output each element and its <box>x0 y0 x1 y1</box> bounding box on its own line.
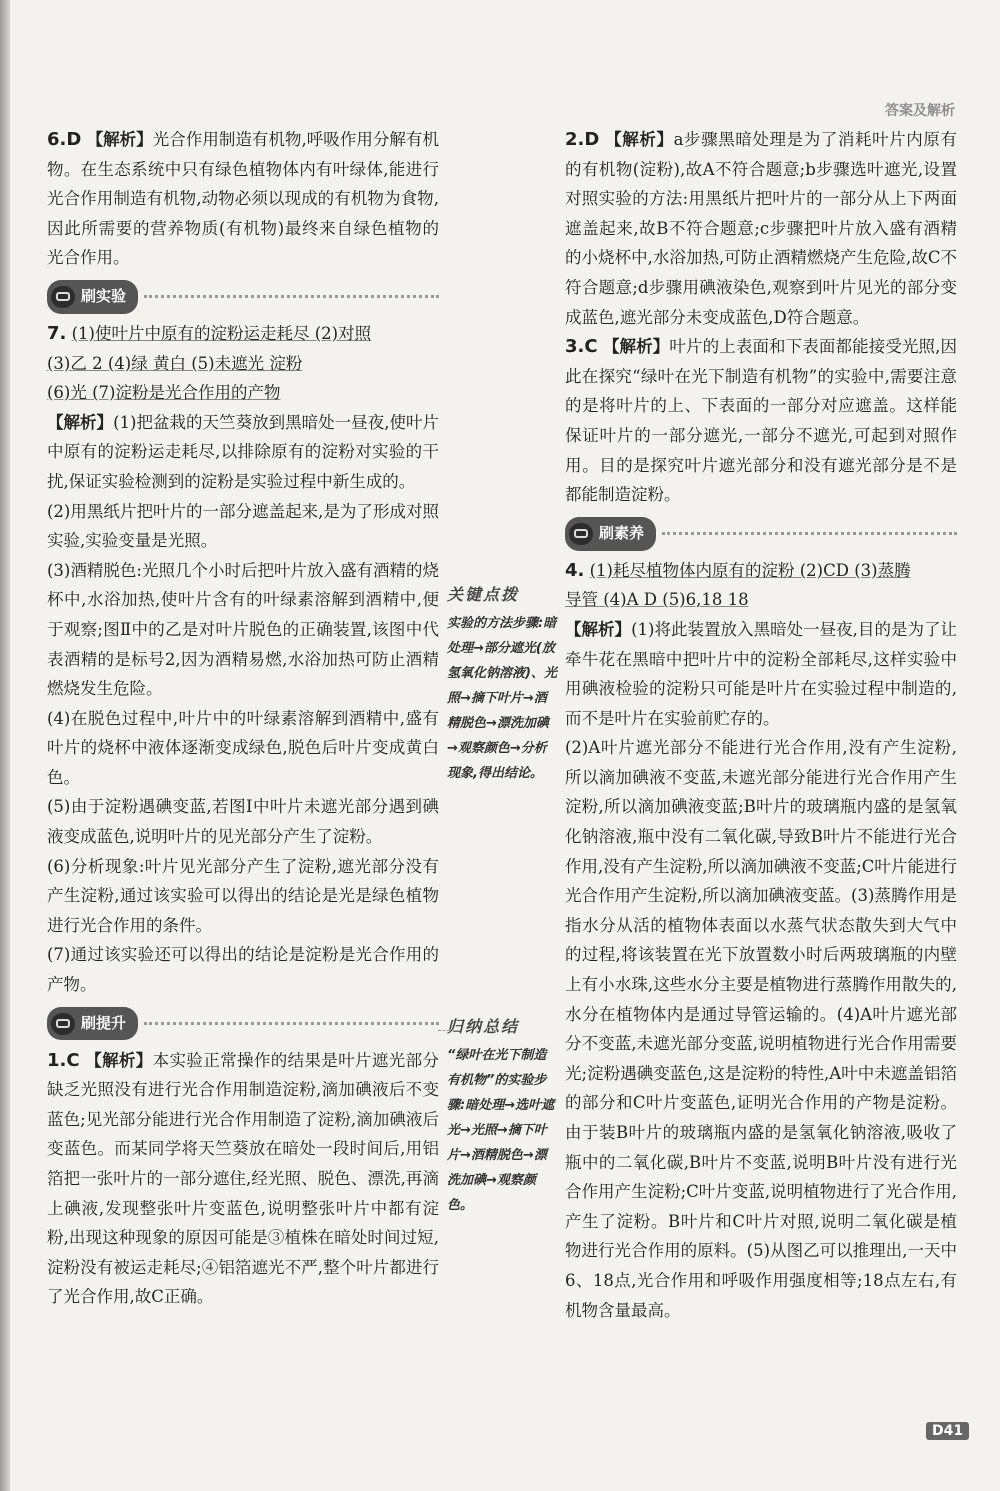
analysis-tag: 【解析】 <box>47 412 114 432</box>
answer-line: (6)光 (7)淀粉是光合作用的产物 <box>47 383 281 403</box>
analysis-text: 叶片的上表面和下表面都能接受光照,因此在探究“绿叶在光下制造有机物”的实验中,需要注意的是将叶片的上、下表面的一部分对应遮盖。这样能保证叶片的一部分遮光,一部分不遮光,可起到对照作用。目的是探究叶片遮光部分和没有遮光部分是不是都能制造淀粉。 <box>565 337 958 505</box>
analysis-tag: 【解析】 <box>85 1050 153 1070</box>
analysis-tag: 【解析】 <box>602 337 670 357</box>
page-number: D41 <box>926 1422 969 1440</box>
analysis-paragraph: (2)A叶片遮光部分不能进行光合作用,没有产生淀粉,所以滴加碘液不变蓝,未遮光部分能进行光合作用产生淀粉,所以滴加碘液变蓝;B叶片的玻璃瓶内盛的是氢氧化钠溶液,瓶中没有二氧化碳,导致B叶片不能进行光合作用,没有产生淀粉,所以滴加碘液不变蓝;C叶片能进行光合作用产生淀粉,所以滴加碘液变蓝。(3)蒸腾作用是指水分从活的植物体表面以水蒸气状态散失到大气中的过程,将该装置在光下放置数小时后两玻璃瓶的内壁上有小水珠,这些水分主要是植物进行蒸腾作用散失的,水分在植物体内是通过导管运输的。(4)A叶片遮光部分不变蓝,未遮光部分变蓝,说明植物进行光合作用需要光;淀粉遇碘变蓝色,这是淀粉的特性,A叶中未遮盖铝箔的部分和C叶片变蓝色,证明光合作用的产物是淀粉。由于装B叶片的玻璃瓶内盛的是氢氧化钠溶液,吸收了瓶中的二氧化碳,B叶片不变蓝,说明B叶片没有进行光合作用产生淀粉;C叶片变蓝,说明植物进行了光合作用,产生了淀粉。B叶片和C叶片对照,说明二氧化碳是植物进行光合作用的原料。(5)从图乙可以推理出,一天中6、18点,光合作用和呼吸作用强度相等;18点左右,有机物含量最高。 <box>565 738 957 1320</box>
left-column <box>47 125 439 1312</box>
analysis-tag: 【解析】 <box>86 130 153 149</box>
answer-line: (1)使叶片中原有的淀粉运走耗尽 (2)对照 <box>71 323 372 343</box>
key-tips-title: 关键点拨 <box>447 585 520 604</box>
dotted-divider <box>662 532 957 535</box>
analysis-paragraph: (6)分析现象:叶片见光部分产生了淀粉,遮光部分没有产生淀粉,通过该实验可以得出的结论是光是绿色植物进行光合作用的条件。 <box>47 856 439 935</box>
question-7-answers <box>47 319 439 408</box>
key-tips-box <box>447 582 559 786</box>
analysis-paragraph: (3)酒精脱色:光照几个小时后把叶片放入盛有酒精的烧杯中,水浴加热,使叶片含有的叶绿素溶解到酒精中,便于观察;图Ⅱ中的乙是对叶片脱色的正确装置,该图中代表酒精的是标号2,因为酒精易燃,水浴加热可防止酒精燃烧发生危险。 <box>47 560 439 699</box>
analysis-paragraph: 【解析】(1)将此装置放入黑暗处一昼夜,目的是为了让牵牛花在黑暗中把叶片中的淀粉全部耗尽,这样实验中用碘液检验的淀粉只可能是叶片在实验过程中制造的,而不是叶片在实验前贮存的。 <box>565 619 958 728</box>
question-2 <box>565 125 957 332</box>
analysis-text: a步骤黑暗处理是为了消耗叶片内原有的有机物(淀粉),故A不符合题意;b步骤选叶遮光,设置对照实验的方法:用黑纸片把叶片的一部分从上下两面遮盖起来,故B不符合题意;c步骤把叶片放入盛有酒精的小烧杯中,水浴加热,可防止酒精燃烧产生危险,故C不符合题意;d步骤用碘液染色,观察到叶片见光的部分变成蓝色,遮光部分未变成蓝色,D符合题意。 <box>565 130 958 327</box>
analysis-paragraph: (5)由于淀粉遇碘变蓝,若图Ⅰ中叶片未遮光部分遇到碘液变成蓝色,说明叶片的见光部分产生了淀粉。 <box>47 797 439 847</box>
analysis-text: 光合作用制造有机物,呼吸作用分解有机物。在生态系统中只有绿色植物体内有叶绿体,能进行光合作用制造有机物,动物必须以现成的有机物为食物,因此所需要的营养物质(有机物)最终来自绿色植物的光合作用。 <box>47 130 439 268</box>
question-number: 7. <box>47 322 67 344</box>
analysis-paragraph: (2)用黑纸片把叶片的一部分遮盖起来,是为了形成对照实验,实验变量是光照。 <box>47 501 439 551</box>
analysis-paragraph: (4)在脱色过程中,叶片中的叶绿素溶解到酒精中,盛有叶片的烧杯中液体逐渐变成绿色,脱色后叶片变成黄白色。 <box>47 708 439 787</box>
answer-line: 导管 (4)A D (5)6,18 18 <box>565 590 749 610</box>
section-badge: 刷提升 <box>47 1007 138 1041</box>
section-experiment <box>47 281 439 313</box>
question-number: 1.C <box>47 1049 80 1071</box>
analysis-tag: 【解析】 <box>605 130 674 149</box>
answer-line: (3)乙 2 (4)绿 黄白 (5)未遮光 淀粉 <box>47 353 303 373</box>
book-icon <box>51 1013 75 1035</box>
book-icon <box>51 286 75 308</box>
analysis-tag: 【解析】 <box>565 619 632 639</box>
section-badge: 刷素养 <box>565 517 656 551</box>
answer-line: (1)耗尽植物体内原有的淀粉 (2)CD (3)蒸腾 <box>589 560 911 580</box>
page-edge <box>0 0 10 1491</box>
right-column <box>565 125 957 1325</box>
question-number: 2.D <box>565 129 600 150</box>
dotted-divider <box>144 295 439 298</box>
summary-box <box>447 1014 559 1218</box>
section-improve <box>47 1008 439 1040</box>
analysis-paragraph: (7)通过该实验还可以得出的结论是淀粉是光合作用的产物。 <box>47 945 439 995</box>
question-number: 3.C <box>565 336 598 358</box>
question-6 <box>47 125 439 273</box>
question-number: 6.D <box>47 129 82 150</box>
section-literacy <box>565 518 957 550</box>
section-badge: 刷实验 <box>47 280 138 314</box>
page-header: 答案及解析 <box>885 103 955 119</box>
dotted-divider <box>144 1022 439 1025</box>
question-3 <box>565 332 957 510</box>
book-icon <box>569 523 593 545</box>
key-tips-text: 实验的方法步骤:暗处理→部分遮光(放氢氧化钠溶液)、光照→摘下叶片→酒精脱色→漂洗加碘→观察颜色→分析现象,得出结论。 <box>447 616 557 781</box>
analysis-paragraph: 【解析】(1)把盆栽的天竺葵放到黑暗处一昼夜,使叶片中原有的淀粉运走耗尽,以排除原有的淀粉对实验的干扰,保证实验检测到的淀粉是实验过程中新生成的。 <box>47 412 440 491</box>
question-4-answers <box>565 556 957 615</box>
summary-title: 归纳总结 <box>447 1017 520 1036</box>
analysis-text: 本实验正常操作的结果是叶片遮光部分缺乏光照没有进行光合作用制造淀粉,滴加碘液后不变蓝色;见光部分能进行光合作用制造了淀粉,滴加碘液后变蓝色。而某同学将天竺葵放在暗处一段时间后,用铝箔把一张叶片的一部分遮住,经光照、脱色、漂洗,再滴上碘液,发现整张叶片变蓝色,说明整张叶片中都有淀粉,出现这种现象的原因可能是③植株在暗处时间过短,淀粉没有被运走耗尽;④铝箔遮光不严,整个叶片都进行了光合作用,故C正确。 <box>47 1050 440 1307</box>
summary-text: “绿叶在光下制造有机物”的实验步骤:暗处理→选叶遮光→光照→摘下叶片→酒精脱色→漂洗加碘→观察颜色。 <box>447 1048 555 1213</box>
question-number: 4. <box>565 559 585 581</box>
question-1 <box>47 1046 439 1312</box>
